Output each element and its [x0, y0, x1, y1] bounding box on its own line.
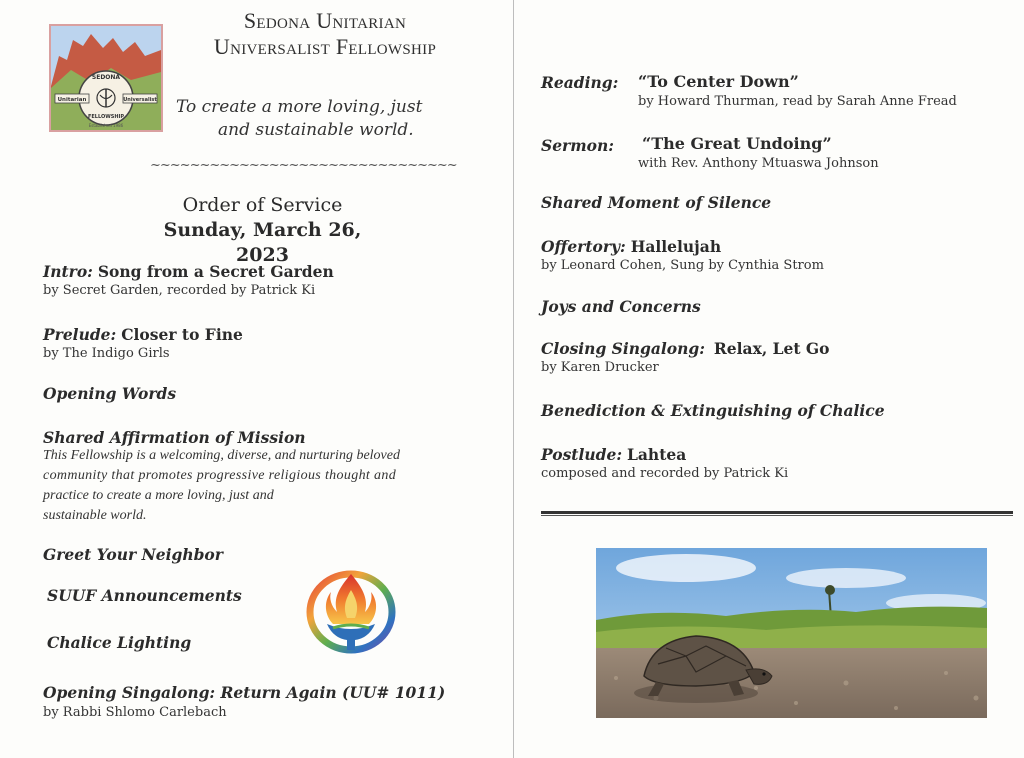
intro-label: Intro: — [43, 262, 93, 281]
order-of-service-heading — [135, 193, 390, 268]
program-item-closing-singalong — [541, 339, 830, 377]
program-item-chalice-lighting: Chalice Lighting — [47, 633, 192, 652]
closing-singalong-credit: by Karen Drucker — [541, 360, 659, 375]
sermon-credit: with Rev. Anthony Mtuaswa Johnson — [638, 156, 879, 171]
logo-established-text: Established 1986 — [88, 123, 124, 128]
mission-line4: sustainable world. — [43, 508, 147, 523]
logo-right-text: Universalist — [123, 97, 157, 103]
program-item-sermon — [541, 136, 614, 155]
order-title: Order of Service — [182, 194, 343, 216]
offertory-title: Hallelujah — [630, 237, 722, 256]
program-item-greet: Greet Your Neighbor — [43, 545, 223, 564]
mission-line2: community that promotes progressive religious thought and — [43, 468, 397, 483]
fellowship-title-line1: Sedona Unitarian — [243, 8, 407, 33]
fellowship-title-line2: Universalist Fellowship — [213, 34, 437, 59]
tagline-line2: and sustainable world. — [218, 120, 414, 140]
program-item-affirmation: Shared Affirmation of Mission — [43, 428, 306, 447]
offertory-credit: by Leonard Cohen, Sung by Cynthia Strom — [541, 258, 824, 273]
reading-title: “To Center Down” — [638, 72, 799, 91]
opening-singalong-title: Opening Singalong: Return Again (UU# 1011) — [43, 683, 446, 702]
postlude-title: Lahtea — [626, 445, 687, 464]
logo-bottom-text: FELLOWSHIP — [87, 114, 125, 120]
postlude-label: Postlude: — [541, 445, 623, 464]
reading-label: Reading: — [541, 73, 619, 92]
program-item-intro — [43, 262, 334, 300]
sermon-label: Sermon: — [541, 136, 614, 155]
program-item-offertory — [541, 237, 824, 275]
closing-singalong-label: Closing Singalong: — [541, 339, 705, 358]
program-item-announcements: SUUF Announcements — [47, 586, 242, 605]
mission-line3: practice to create a more loving, just and — [43, 488, 274, 503]
section-rule — [541, 511, 1013, 516]
mission-statement — [43, 446, 483, 526]
fellowship-title — [190, 8, 460, 60]
offertory-label: Offertory: — [541, 237, 626, 256]
prelude-label: Prelude: — [43, 325, 117, 344]
closing-singalong-title: Relax, Let Go — [713, 339, 830, 358]
mission-line1: This Fellowship is a welcoming, diverse, and nurturing beloved — [43, 448, 400, 463]
intro-title: Song from a Secret Garden — [97, 262, 334, 281]
program-item-opening-words: Opening Words — [43, 384, 177, 403]
reading-credit: by Howard Thurman, read by Sarah Anne Fread — [638, 94, 957, 109]
prelude-credit: by The Indigo Girls — [43, 346, 170, 361]
tagline — [176, 96, 456, 142]
postlude-credit: composed and recorded by Patrick Ki — [541, 466, 789, 481]
flaming-chalice-icon — [303, 568, 399, 658]
logo-left-text: Unitarian — [57, 97, 87, 103]
fellowship-logo — [49, 24, 163, 132]
program-item-reading — [541, 73, 618, 92]
program-item-benediction: Benediction & Extinguishing of Chalice — [541, 401, 885, 420]
program-item-silence: Shared Moment of Silence — [541, 193, 772, 212]
decorative-squiggle: ~~~~~~~~~~~~~~~~~~~~~~~~~~~~~~~ — [150, 158, 457, 173]
tagline-line1: To create a more loving, just — [176, 97, 423, 117]
opening-singalong-credit: by Rabbi Shlomo Carlebach — [43, 705, 227, 720]
program-item-prelude — [43, 325, 243, 363]
program-item-opening-singalong — [43, 683, 445, 722]
service-date: Sunday, March 26, 2023 — [163, 219, 362, 266]
program-item-postlude — [541, 445, 788, 483]
prelude-title: Closer to Fine — [121, 325, 243, 344]
reading-details — [638, 72, 957, 111]
intro-credit: by Secret Garden, recorded by Patrick Ki — [43, 283, 316, 298]
sermon-title: “The Great Undoing” — [642, 134, 832, 153]
program-item-joys-concerns: Joys and Concerns — [541, 297, 701, 316]
sermon-details — [638, 134, 879, 173]
tortoise-photo — [596, 548, 987, 718]
logo-ring-top-text: SEDONA — [91, 74, 121, 81]
page-fold-divider — [513, 0, 514, 758]
